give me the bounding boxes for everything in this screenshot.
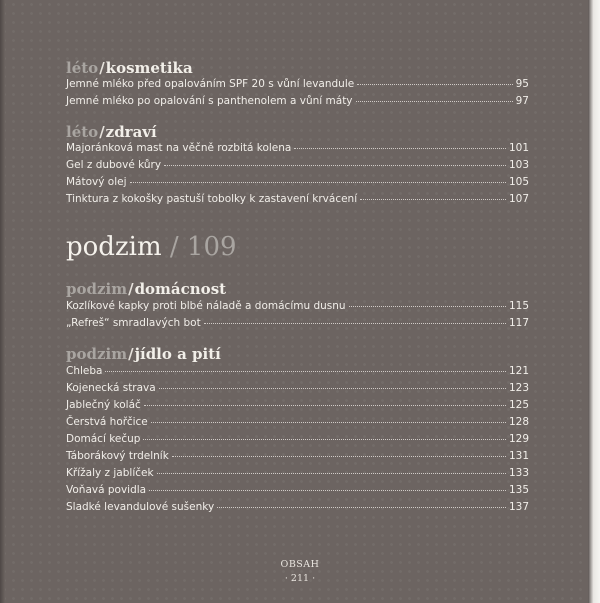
section-heading-summer-cosmetics [66, 59, 193, 77]
toc-entry-page: 115 [508, 300, 529, 312]
toc-entry-title: „Refreš“ smradlavých bot [66, 317, 201, 329]
toc-entry-page: 123 [508, 382, 529, 394]
toc-dot-leader [172, 456, 506, 457]
toc-dot-leader [130, 182, 506, 183]
toc-entry-title: Majoránková mast na věčně rozbitá kolena [66, 142, 292, 154]
footer-label: OBSAH [280, 559, 320, 570]
section-season: podzim [66, 280, 128, 298]
toc-entry-title: Jablečný koláč [66, 399, 141, 411]
toc-dot-leader [143, 439, 505, 440]
section-slash: / [99, 59, 105, 77]
section-heading-autumn-food [66, 345, 221, 363]
toc-entry[interactable] [66, 176, 529, 193]
chapter-separator: / [169, 232, 179, 262]
toc-entry-title: Jemné mléko po opalování s panthenolem a vůní máty [66, 95, 353, 107]
toc-dot-leader [217, 507, 506, 508]
section-heading-autumn-household [66, 280, 226, 298]
toc-dot-leader [159, 388, 506, 389]
section-slash: / [99, 123, 105, 141]
page-binding-shadow [0, 0, 5, 603]
toc-entry[interactable] [66, 501, 529, 518]
toc-entry[interactable] [66, 300, 529, 317]
toc-entry-page: 129 [508, 433, 529, 445]
section-season: léto [66, 123, 99, 141]
section-topic: domácnost [134, 280, 227, 298]
toc-dot-leader [356, 101, 513, 102]
toc-entry-title: Kojenecká strava [66, 382, 156, 394]
section-topic: kosmetika [105, 59, 193, 77]
toc-entry[interactable] [66, 399, 529, 416]
toc-entry-title: Křížaly z jablíček [66, 467, 154, 479]
toc-entry-page: 107 [508, 193, 529, 205]
toc-entry-page: 121 [508, 365, 529, 377]
toc-dot-leader [157, 473, 506, 474]
chapter-name: podzim [66, 232, 162, 262]
toc-entry[interactable] [66, 467, 529, 484]
toc-list-autumn-household [66, 300, 529, 334]
toc-entry-title: Tinktura z kokošky pastuší tobolky k zastavení krvácení [66, 193, 358, 205]
toc-entry[interactable] [66, 433, 529, 450]
toc-entry-title: Gel z dubové kůry [66, 159, 162, 171]
section-slash: / [128, 345, 134, 363]
toc-entry-page: 135 [508, 484, 529, 496]
page-edge [588, 0, 600, 603]
toc-list-summer-cosmetics [66, 78, 529, 112]
toc-entry[interactable] [66, 95, 529, 112]
section-topic: jídlo a pití [134, 345, 221, 363]
toc-entry[interactable] [66, 365, 529, 382]
toc-entry-page: 97 [515, 95, 529, 107]
chapter-page-number: 109 [186, 232, 237, 262]
toc-entry[interactable] [66, 450, 529, 467]
toc-entry[interactable] [66, 193, 529, 210]
toc-entry-title: Sladké levandulové sušenky [66, 501, 215, 513]
toc-entry-title: Chleba [66, 365, 103, 377]
toc-entry[interactable] [66, 484, 529, 501]
toc-entry-page: 105 [508, 176, 529, 188]
toc-entry-title: Voňavá povidla [66, 484, 147, 496]
toc-entry-page: 101 [508, 142, 529, 154]
chapter-heading-autumn [66, 232, 237, 262]
section-heading-summer-health [66, 123, 157, 141]
footer-page-number: · 211 · [284, 573, 316, 584]
toc-dot-leader [357, 84, 512, 85]
toc-dot-leader [360, 199, 506, 200]
toc-entry-title: Domácí kečup [66, 433, 141, 445]
toc-dot-leader [151, 422, 506, 423]
toc-entry-title: Jemné mléko před opalováním SPF 20 s vůní levandule [66, 78, 355, 90]
toc-dot-leader [164, 165, 506, 166]
section-season: léto [66, 59, 99, 77]
toc-entry-page: 125 [508, 399, 529, 411]
section-slash: / [128, 280, 134, 298]
toc-entry[interactable] [66, 416, 529, 433]
toc-entry[interactable] [66, 382, 529, 399]
toc-entry-page: 103 [508, 159, 529, 171]
toc-entry[interactable] [66, 78, 529, 95]
toc-dot-leader [144, 405, 506, 406]
toc-entry-page: 128 [508, 416, 529, 428]
toc-dot-leader [105, 371, 505, 372]
toc-entry-page: 95 [515, 78, 529, 90]
section-season: podzim [66, 345, 128, 363]
toc-entry-page: 137 [508, 501, 529, 513]
toc-list-summer-health [66, 142, 529, 210]
toc-entry-title: Táborákový trdelník [66, 450, 169, 462]
toc-dot-leader [149, 490, 506, 491]
toc-entry-title: Čerstvá hořčice [66, 416, 148, 428]
toc-list-autumn-food [66, 365, 529, 518]
toc-entry-page: 131 [508, 450, 529, 462]
toc-dot-leader [349, 306, 506, 307]
toc-entry[interactable] [66, 317, 529, 334]
section-topic: zdraví [105, 123, 157, 141]
toc-entry-title: Kozlíkové kapky proti blbé náladě a domácímu dusnu [66, 300, 346, 312]
toc-entry[interactable] [66, 159, 529, 176]
toc-entry-page: 133 [508, 467, 529, 479]
toc-entry[interactable] [66, 142, 529, 159]
toc-dot-leader [294, 148, 506, 149]
toc-entry-title: Mátový olej [66, 176, 127, 188]
toc-entry-page: 117 [508, 317, 529, 329]
toc-dot-leader [204, 323, 506, 324]
